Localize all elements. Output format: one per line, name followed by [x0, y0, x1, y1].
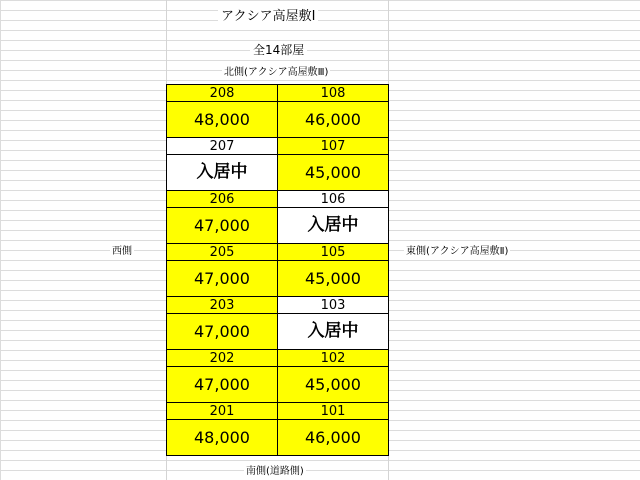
room-rent-cell[interactable]: 47,000 — [167, 314, 278, 350]
room-number-cell[interactable]: 205 — [167, 244, 278, 261]
room-pair-row — [167, 85, 389, 138]
room-rent-cell[interactable]: 46,000 — [278, 420, 389, 456]
west-side-label: 西側 — [112, 246, 132, 257]
room-number-cell[interactable]: 103 — [278, 297, 389, 314]
room-rent-cell[interactable]: 45,000 — [278, 261, 389, 297]
room-number-cell[interactable]: 105 — [278, 244, 389, 261]
room-rent-cell[interactable]: 45,000 — [278, 367, 389, 403]
room-number-cell[interactable]: 207 — [167, 138, 278, 155]
east-side-label: 東側(アクシア高屋敷Ⅱ) — [406, 246, 509, 257]
room-rent-cell[interactable]: 45,000 — [278, 155, 389, 191]
room-pair-row — [167, 403, 389, 456]
room-number-cell[interactable]: 202 — [167, 350, 278, 367]
room-pair-row — [167, 297, 389, 350]
room-number-cell[interactable]: 107 — [278, 138, 389, 155]
room-number-cell[interactable]: 106 — [278, 191, 389, 208]
room-rent-cell[interactable]: 47,000 — [167, 261, 278, 297]
room-pair-row — [167, 191, 389, 244]
room-layout-grid — [166, 84, 389, 456]
room-rent-cell[interactable]: 46,000 — [278, 102, 389, 138]
room-rent-cell[interactable]: 48,000 — [167, 420, 278, 456]
north-side-label: 北側(アクシア高屋敷Ⅲ) — [224, 67, 329, 78]
room-rent-cell[interactable]: 48,000 — [167, 102, 278, 138]
room-pair-row — [167, 244, 389, 297]
room-rent-cell[interactable]: 入居中 — [278, 208, 389, 244]
room-rent-cell[interactable]: 47,000 — [167, 367, 278, 403]
room-number-cell[interactable]: 208 — [167, 85, 278, 102]
total-rooms-label: 全14部屋 — [250, 43, 307, 57]
room-number-cell[interactable]: 206 — [167, 191, 278, 208]
room-pair-row — [167, 138, 389, 191]
room-rent-cell[interactable]: 入居中 — [167, 155, 278, 191]
room-pair-row — [167, 350, 389, 403]
room-number-cell[interactable]: 201 — [167, 403, 278, 420]
room-rent-cell[interactable]: 入居中 — [278, 314, 389, 350]
south-side-label: 南側(道路側) — [246, 466, 304, 477]
room-number-cell[interactable]: 203 — [167, 297, 278, 314]
room-rent-cell[interactable]: 47,000 — [167, 208, 278, 244]
room-number-cell[interactable]: 102 — [278, 350, 389, 367]
room-number-cell[interactable]: 101 — [278, 403, 389, 420]
building-title: アクシア高屋敷Ⅰ — [218, 9, 318, 24]
room-number-cell[interactable]: 108 — [278, 85, 389, 102]
